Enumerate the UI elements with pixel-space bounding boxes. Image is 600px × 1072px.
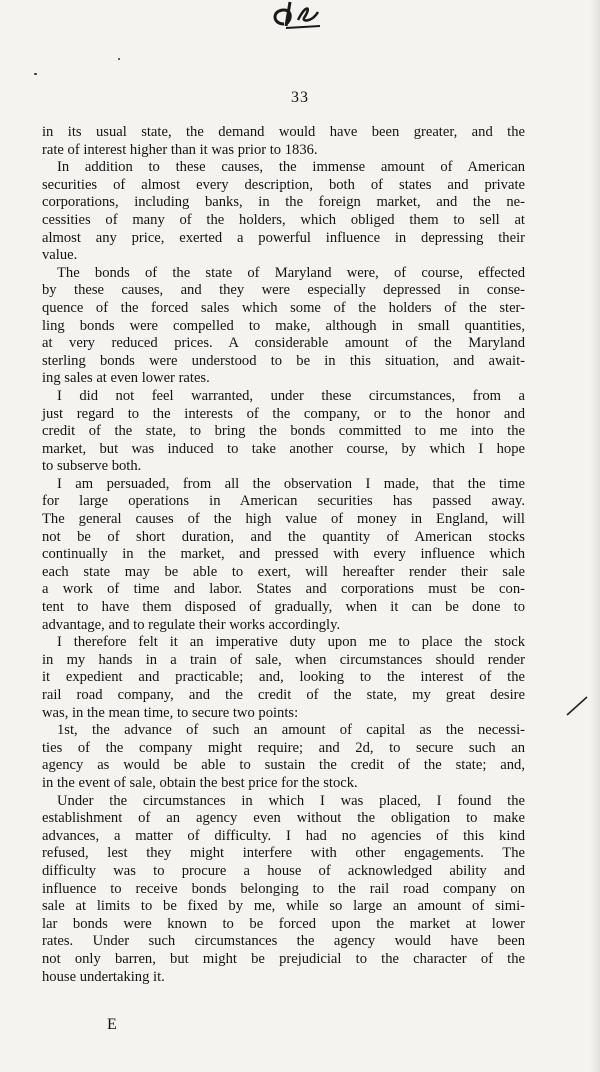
signature-mark: E	[107, 1016, 118, 1033]
text-line: Under the circumstances in which I was placed, I found the	[57, 792, 525, 809]
text-line: for large operations in American securities has passed away.	[42, 493, 525, 510]
text-line: value.	[42, 247, 78, 264]
text-line: I am persuaded, from all the observation I made, that the time	[57, 475, 525, 492]
text-line: I did not feel warranted, under these circumstances, from a	[57, 387, 525, 404]
text-line: ling bonds were compelled to make, although in small quantities,	[42, 317, 525, 334]
text-line: continually in the market, and pressed with every influence which	[42, 546, 525, 563]
text-line: quence of the forced sales which some of the holders of the ster-	[42, 299, 525, 316]
text-line: credit of the state, to bring the bonds committed to me into the	[42, 423, 525, 440]
text-line: in my hands in a train of sale, when circumstances should render	[42, 651, 525, 668]
body-text	[42, 124, 525, 986]
scan-speck	[34, 73, 37, 75]
text-line: each state may be able to exert, will hereafter render their sale	[42, 563, 525, 580]
text-line: influence to receive bonds belonging to the rail road company on	[42, 880, 525, 897]
text-line: difficulty was to procure a house of acknowledged ability and	[42, 862, 525, 879]
text-line: cessities of many of the holders, which obliged them to sell at	[42, 211, 525, 228]
text-line: establishment of an agency even without the obligation to make	[42, 810, 525, 827]
scan-speck	[118, 58, 120, 60]
text-line: corporations, including banks, in the foreign market, and the ne-	[42, 194, 525, 211]
text-line: rate of interest higher than it was prior to 1836.	[42, 141, 318, 158]
text-line: rail road company, and the credit of the state, my great desire	[42, 687, 525, 703]
text-line: tent to have them disposed of gradually, when it can be done to	[42, 599, 525, 616]
text-line: ties of the company might require; and 2d, to secure such an	[42, 739, 525, 756]
text-line: to subserve both.	[42, 458, 142, 475]
text-line: 1st, the advance of such an amount of capital as the necessi-	[57, 722, 525, 739]
text-line: not be of short duration, and the quantity of American stocks	[42, 528, 525, 545]
margin-pencil-mark-icon	[565, 693, 591, 719]
text-line: The bonds of the state of Maryland were, of course, effected	[57, 264, 525, 281]
scan-shadow	[590, 0, 600, 1072]
text-line: advantage, and to regulate their works accordingly.	[42, 616, 341, 633]
text-line: at very reduced prices. A considerable amount of the Maryland	[42, 335, 525, 352]
text-line: advances, a matter of difficulty. I had no agencies of this kind	[42, 827, 525, 844]
text-line: sale at limits to be fixed by me, while so large an amount of simi-	[42, 898, 525, 915]
text-line: In addition to these causes, the immense amount of American	[57, 159, 525, 176]
text-line: market, but was induced to take another course, by which I hope	[42, 440, 525, 457]
text-line: just regard to the interests of the company, or to the honor and	[42, 405, 525, 422]
text-line: The general causes of the high value of money in England, will	[42, 511, 525, 528]
text-line: in its usual state, the demand would have been greater, and the	[42, 124, 525, 140]
text-line: sterling bonds were understood to be in this situation, and await-	[42, 352, 525, 369]
page-number: 33	[291, 89, 309, 106]
handwritten-mark-icon	[262, 0, 342, 32]
text-line: agency as would be able to sustain the credit of the state; and,	[42, 757, 525, 774]
text-line: it expedient and practicable; and, looking to the interest of the	[42, 669, 525, 686]
text-line: securities of almost every description, both of states and private	[42, 176, 525, 193]
text-line: almost any price, exerted a powerful influence in depressing their	[42, 229, 525, 246]
text-line: a work of time and labor. States and corporations must be con-	[42, 581, 525, 598]
text-line: I therefore felt it an imperative duty upon me to place the stock	[57, 634, 525, 651]
text-line: lar bonds were known to be forced upon the market at lower	[42, 915, 525, 932]
text-line: rates. Under such circumstances the agency would have been	[42, 933, 525, 950]
text-line: ing sales at even lower rates.	[42, 370, 210, 387]
text-line: by these causes, and they were especially depressed in conse-	[42, 282, 525, 299]
text-line: was, in the mean time, to secure two points:	[42, 704, 299, 721]
text-line: in the event of sale, obtain the best price for the stock.	[42, 774, 358, 791]
text-line: house undertaking it.	[42, 968, 165, 985]
text-line: refused, lest they might interfere with other engagements. The	[42, 845, 525, 862]
text-line: not only barren, but might be prejudicial to the character of the	[42, 950, 525, 967]
